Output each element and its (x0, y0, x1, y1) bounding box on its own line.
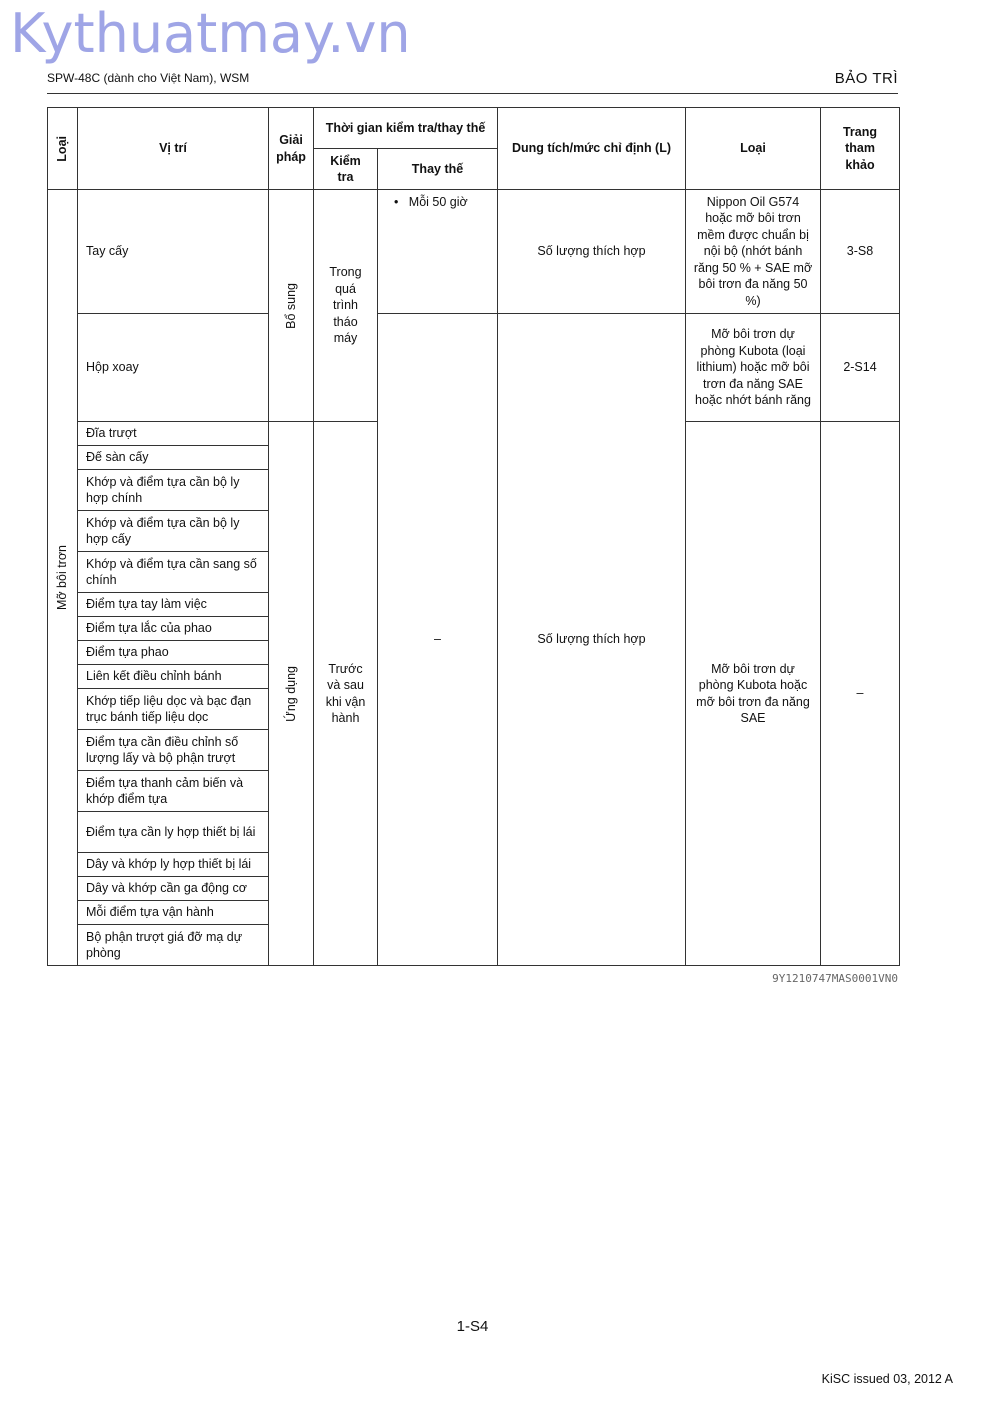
giai-phap-bo-sung: Bổ sung (269, 190, 314, 422)
list-item: Khớp tiếp liệu dọc và bạc đạn trục bánh tiếp liệu dọc (78, 689, 269, 730)
list-item: Đĩa trượt (78, 422, 269, 446)
watermark-logo: Kythuatmay.vn (10, 2, 411, 65)
trang-cell: 2-S14 (821, 314, 900, 422)
kiem-tra-cell: Trong quá trình tháo máy (314, 190, 378, 422)
loai-group: Mỡ bôi trơn dự phòng Kubota hoặc mỡ bôi trơn đa năng SAE (686, 422, 821, 966)
loai-cell: Mỡ bôi trơn dự phòng Kubota (loại lithium) hoặc mỡ bôi trơn đa năng SAE hoặc nhớt bánh răng (686, 314, 821, 422)
document-title: SPW-48C (dành cho Việt Nam), WSM (47, 71, 250, 85)
thay-the-cell: • Mỗi 50 giờ (378, 190, 498, 314)
list-item: Điểm tựa cần ly hợp thiết bị lái (78, 812, 269, 853)
issue-label: KiSC issued 03, 2012 A (821, 1372, 953, 1386)
list-item: Điểm tựa thanh cảm biến và khớp điểm tựa (78, 771, 269, 812)
vi-tri-cell: Tay cấy (78, 190, 269, 314)
header-dung-tich: Dung tích/mức chỉ định (L) (498, 108, 686, 190)
list-item: Dây và khớp cần ga động cơ (78, 877, 269, 901)
header-thay-the: Thay thế (378, 149, 498, 190)
header-thoi-gian: Thời gian kiểm tra/thay thế (314, 108, 498, 149)
header-kiem-tra: Kiểm tra (314, 149, 378, 190)
page-number: 1-S4 (456, 1318, 489, 1335)
header-loai: Loại (48, 108, 78, 190)
trang-group: – (821, 422, 900, 966)
list-item: Điểm tựa tay làm việc (78, 593, 269, 617)
dung-tich-group: Số lượng thích hợp (498, 314, 686, 966)
header-trang: Trang tham khảo (821, 108, 900, 190)
list-item: Khớp và điểm tựa cần sang số chính (78, 552, 269, 593)
thay-the-value: Mỗi 50 giờ (408, 195, 468, 209)
giai-phap-ung-dung: Ứng dụng (269, 422, 314, 966)
header-divider (47, 93, 898, 94)
vi-tri-cell: Hộp xoay (78, 314, 269, 422)
list-item: Điểm tựa phao (78, 641, 269, 665)
list-item: Điểm tựa lắc của phao (78, 617, 269, 641)
list-item: Đế sàn cấy (78, 446, 269, 470)
header-vi-tri: Vị trí (78, 108, 269, 190)
document-code: 9Y1210747MAS0001VN0 (772, 972, 898, 985)
section-title: BẢO TRÌ (834, 70, 898, 87)
header-giai-phap: Giải pháp (269, 108, 314, 190)
kiem-tra-group: Trước và sau khi vận hành (314, 422, 378, 966)
list-item: Liên kết điều chỉnh bánh (78, 665, 269, 689)
loai-cell: Nippon Oil G574 hoặc mỡ bôi trơn mềm được chuẩn bị nội bộ (nhớt bánh răng 50 % + SAE mỡ bôi trơn đa năng 50 %) (686, 190, 821, 314)
list-item: Dây và khớp ly hợp thiết bị lái (78, 853, 269, 877)
thay-the-dash: – (378, 314, 498, 966)
list-item: Điểm tựa cần điều chỉnh số lượng lấy và bộ phận trượt (78, 730, 269, 771)
list-item: Bộ phận trượt giá đỡ mạ dự phòng (78, 925, 269, 966)
trang-cell: 3-S8 (821, 190, 900, 314)
list-item: Khớp và điểm tựa cần bộ ly hợp chính (78, 470, 269, 511)
maintenance-table (47, 107, 900, 966)
dung-tich-cell: Số lượng thích hợp (498, 190, 686, 314)
category-cell: Mỡ bôi trơn (48, 190, 78, 966)
header-loai-2: Loại (686, 108, 821, 190)
list-item: Mỗi điểm tựa vận hành (78, 901, 269, 925)
list-item: Khớp và điểm tựa cần bộ ly hợp cấy (78, 511, 269, 552)
